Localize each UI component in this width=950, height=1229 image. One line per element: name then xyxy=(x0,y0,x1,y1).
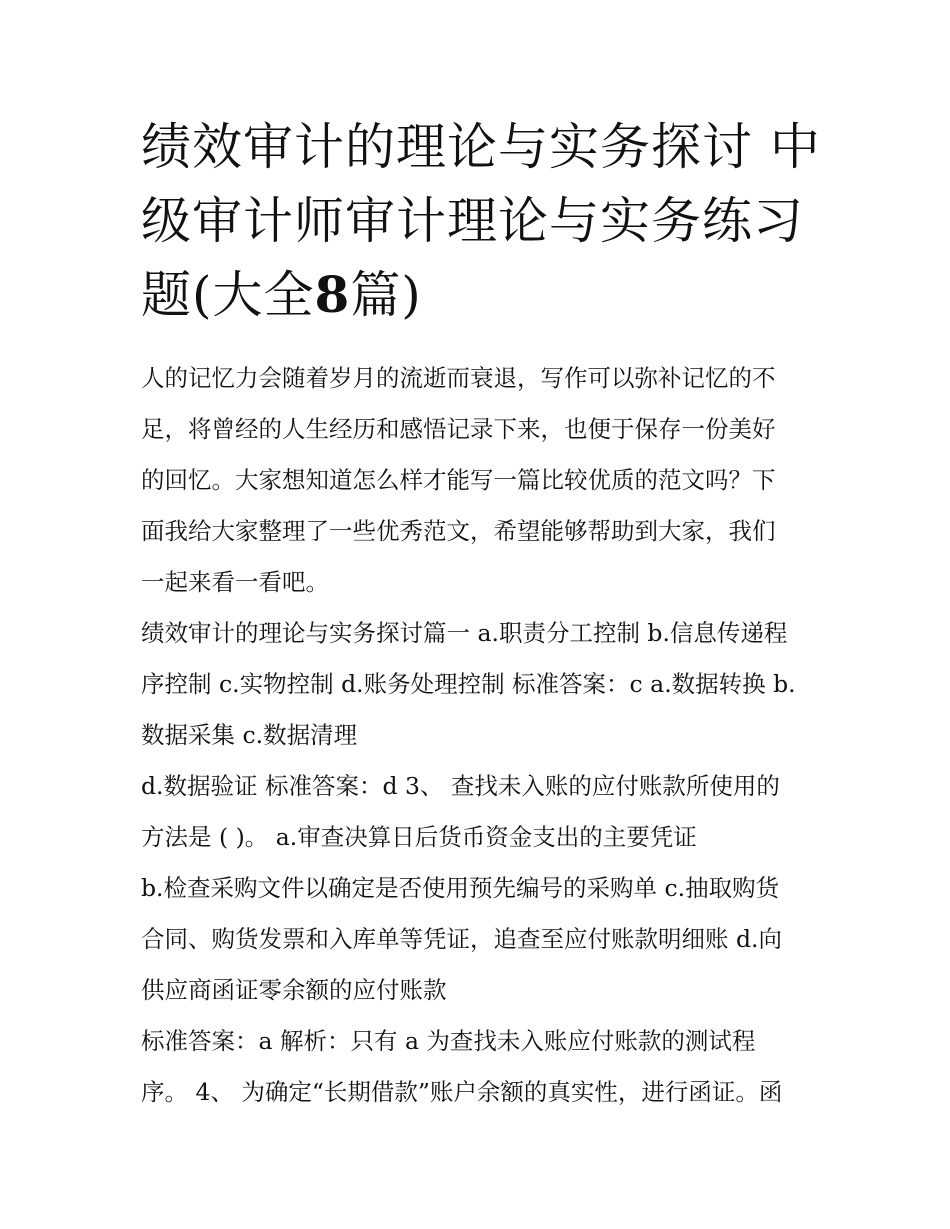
body-line: 数据采集 c.数据清理 xyxy=(141,721,358,749)
body-line: d.数据验证 标准答案：d 3、 查找未入账的应付账款所使用的 xyxy=(141,772,780,800)
title-line-2: 级审计师审计理论与实务练习 xyxy=(141,192,804,250)
title-line-1: 绩效审计的理论与实务探讨 中 xyxy=(141,118,821,176)
body-line: 的回忆。大家想知道怎么样才能写一篇比较优质的范文吗？下 xyxy=(141,466,776,494)
body-line: 供应商函证零余额的应付账款 xyxy=(141,976,447,1004)
title-article-count: 8 xyxy=(314,265,351,324)
body-line: 标准答案：a 解析：只有 a 为查找未入账应付账款的测试程 xyxy=(141,1027,756,1055)
body-line: 合同、购货发票和入库单等凭证，追查至应付账款明细账 d.向 xyxy=(141,925,782,953)
body-line: 一起来看一看吧。 xyxy=(141,568,329,596)
body-line: 方法是 ( )。 a.审查决算日后货币资金支出的主要凭证 xyxy=(141,823,697,851)
body-line: 人的记忆力会随着岁月的流逝而衰退，写作可以弥补记忆的不 xyxy=(141,364,776,392)
title-line-3-suffix: 篇) xyxy=(350,266,422,324)
document-body xyxy=(141,353,819,1118)
body-line: 面我给大家整理了一些优秀范文，希望能够帮助到大家，我们 xyxy=(141,517,776,545)
body-line: 序。 4、 为确定“长期借款”账户余额的真实性，进行函证。函 xyxy=(141,1078,783,1106)
body-line: 足，将曾经的人生经历和感悟记录下来，也便于保存一份美好 xyxy=(141,415,776,443)
title-line-3-prefix: 题(大全 xyxy=(141,266,315,324)
title-line-3 xyxy=(141,258,821,332)
body-line: b.检查采购文件以确定是否使用预先编号的采购单 c.抽取购货 xyxy=(141,874,780,902)
body-line: 绩效审计的理论与实务探讨篇一 a.职责分工控制 b.信息传递程 xyxy=(141,619,788,647)
body-line: 序控制 c.实物控制 d.账务处理控制 标准答案：c a.数据转换 b. xyxy=(141,670,796,698)
document-title xyxy=(141,110,821,332)
